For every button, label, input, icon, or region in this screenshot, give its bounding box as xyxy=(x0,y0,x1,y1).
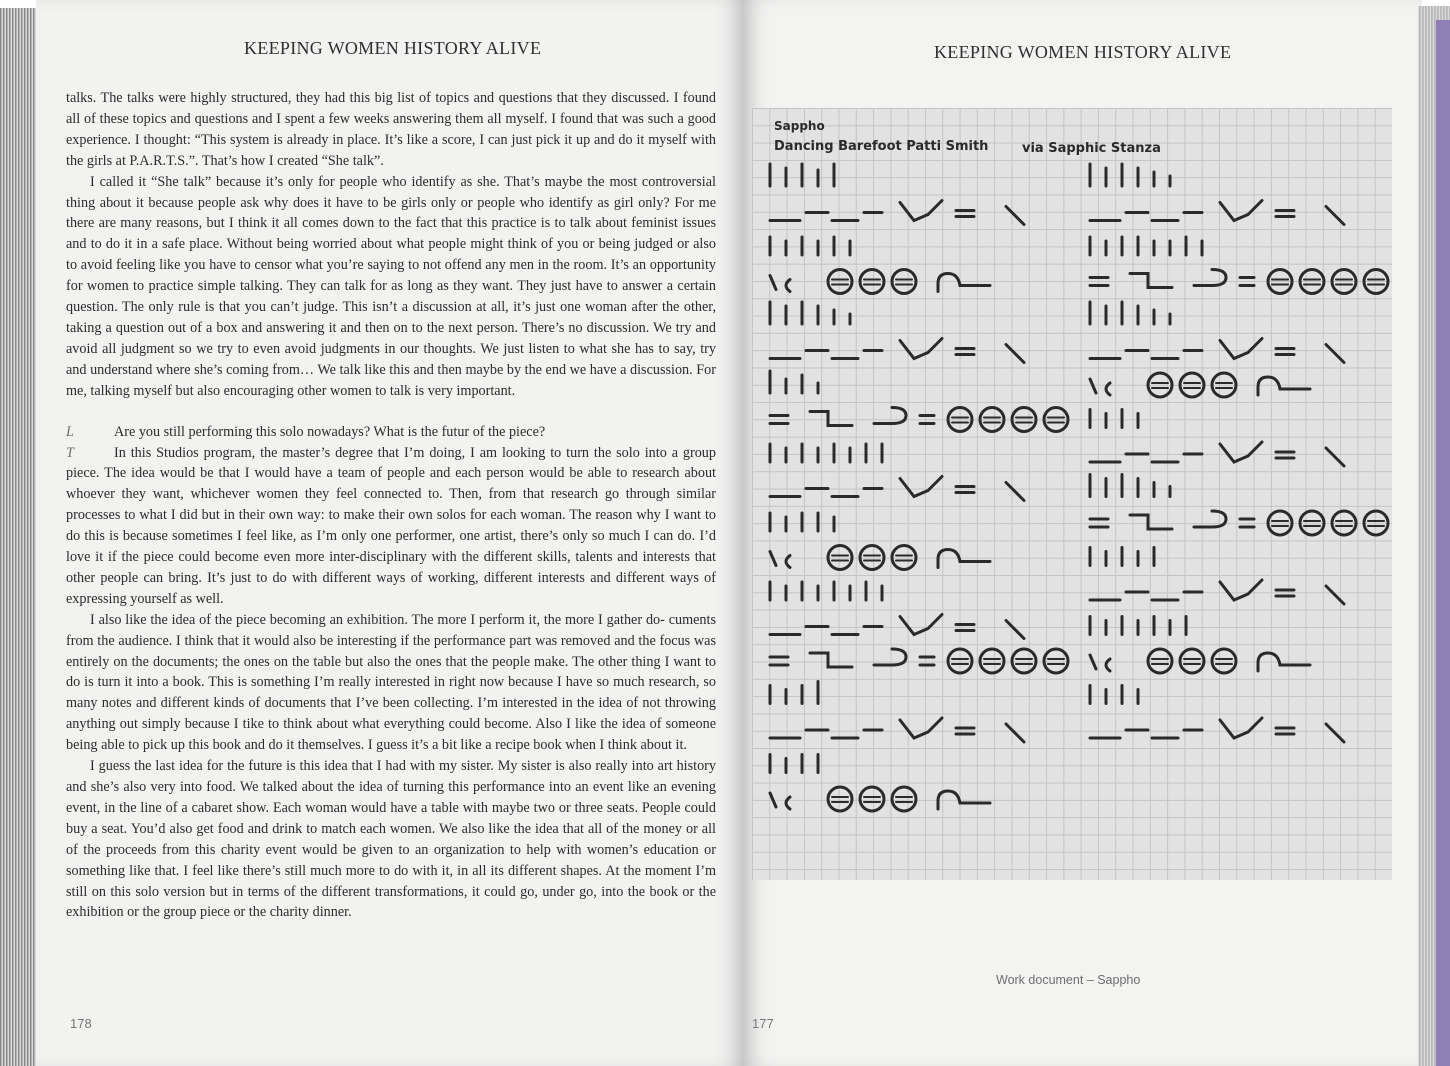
question-marker: L xyxy=(66,423,74,440)
left-page xyxy=(36,0,744,1066)
ribbon-bookmark xyxy=(1436,20,1450,1066)
figure-via: via Sapphic Stanza xyxy=(1022,141,1161,156)
running-head-right: KEEPING WOMEN HISTORY ALIVE xyxy=(934,42,1232,62)
score-notation-figure xyxy=(752,108,1392,880)
answer-paragraph-2: I also like the idea of the piece becoming an exhibition. The more I perform it, the more I gather do- cuments from the audience. I think that it would also be interesting if the performance part was removed and the focus was entirely on the documents; the ones on the table but also the ones that the people make. The other thing I want to do is turn it into a book. This is something I’m really interested in right now because I have so much research, so many notes and different kinds of documents that I’ve been collecting. I’m interested in the idea of not throwing anything out simply because I tike to think about what everything could become. Also I like the idea of someone being able to pick up this book and do it themselves. I guess it’s a bit like a recipe book when I think about it. xyxy=(66,611,716,754)
figure-caption: Work document – Sappho xyxy=(996,973,1141,987)
notation-marks xyxy=(770,164,1388,811)
figure-title-line2: Dancing Barefoot Patti Smith xyxy=(774,139,989,154)
running-head-left: KEEPING WOMEN HISTORY ALIVE xyxy=(244,38,542,58)
answer-text-1: In this Studios program, the master’s degree that I’m doing, I am looking to turn the solo into a group piece. The idea would be that I would have a team of people and each person would be able to research about whoever they want, whichever women they feel connected to. Then, from that research go through similar processes to what I did but in their own way: to make their own solos for each woman. The reason why I want to do this is because sometimes I feel like, as I’m only one performer, one artist, there’s only so much I can do. I’d love it if the piece could become even more inter-disciplinary with the different skills, talents and interests that other people can bring. It’s just to do with different ways of working, different interests and different ways of expressing yourself as well. xyxy=(66,444,716,607)
figure-title-line1: Sappho xyxy=(774,119,825,133)
question-line xyxy=(66,422,716,443)
page-number-left: 178 xyxy=(70,1016,92,1031)
question-text: Are you still performing this solo nowadays? What is the futur of the piece? xyxy=(114,423,546,440)
answer-marker: T xyxy=(66,444,74,461)
paragraph-2: I called it “She talk” because it’s only for people who identify as she. That’s maybe the most controversial thing about it because people ask why does it have to be girls only or people who identify as girl only? For me there are many reasons, but I think it all comes down to the fact that this practice is to talk about feminist issues and to do it in a safe place. Without being worried about what people might think of you or being judged or also to avoid feeling like you have to censor what you’re saying to not offend any men in the room. It’s an opportunity for women to practice simple talking. They can talk for as long as they want. They just have to answer a certain question. The only rule is that you can’t judge. This isn’t a discussion at all, it’s just one woman after the other, taking a question out of a box and answering it and then on to the next person. There’s no discussion. We try and avoid all judgment so we try to even avoid judgments in our thoughts. We just listen to what she has to say, try and understand where she’s coming from… We talk like this and then maybe by the end we have a discussion. For me, talking myself but also encouraging other women to talk is very important. xyxy=(66,173,716,399)
right-page xyxy=(742,0,1422,1066)
paragraph-1: talks. The talks were highly structured, they had this big list of topics and questions that they discussed. I found all of these topics and questions and I spent a few weeks answering them all myself. I found that was such a good experience. I thought: “This system is already in place. It’s like a score, I can just pick it up and do it myself with the girls at P.A.R.T.S.”. That’s how I created “She talk”. xyxy=(66,90,716,169)
interview-qa xyxy=(66,422,716,924)
page-number-right: 177 xyxy=(752,1016,774,1031)
body-text xyxy=(66,88,716,923)
handwritten-score xyxy=(752,108,1392,880)
answer-paragraph-3: I guess the last idea for the future is this idea that I had with my sister. My sister is also really into art history and she’s also very into food. We talked about the idea of turning this performance into an event like an evening event, in the line of a cabaret show. Each woman would have a table with maybe two or three seats. People could buy a seat. You’d also get food and drink to match each women. We also like the idea that all of the money or all of the proceeds from this charity event would be given to an organization to help with women’s education or something like that. I feel like there’s still much more to do with it, in all its different shapes. At the moment I’m still on this solo version but in terms of the different transformations, it could go, under go, into the book or the exhibition or the group piece or the charity dinner. xyxy=(66,758,716,921)
answer-paragraph-1 xyxy=(66,443,716,610)
